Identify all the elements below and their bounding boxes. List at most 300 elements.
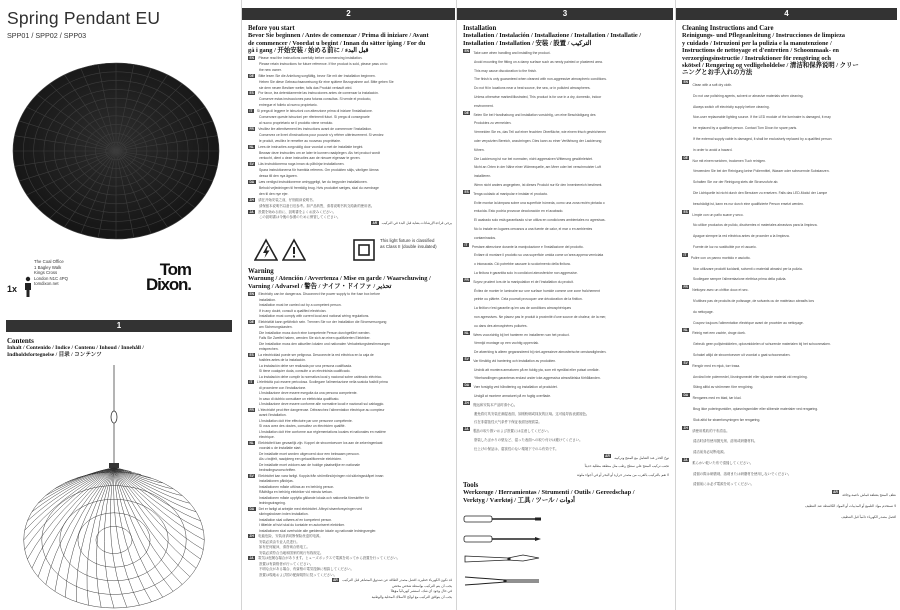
- instruction-text: enlucida. Esto podría provocar decoloración en el acabado.: [474, 209, 564, 214]
- instruction-line: [463, 287, 669, 296]
- language-code-badge: IT: [249, 380, 253, 384]
- instruction-text: Produktes zu vermeiden.: [474, 121, 512, 126]
- instruction-text: 電気は危険な場合があります。ヒューズボックスで電源を切ってから設置を行ってください。: [258, 556, 401, 560]
- instruction-line: [682, 199, 896, 210]
- instruction-text: in order to avoid a hazard.: [693, 147, 733, 152]
- spring-petal: [38, 468, 114, 577]
- instruction-text: قد تكون الكهرباء خطيرة. افصل مصدر الطاقة عن صندوق المصاهر قبل التركيب: [342, 578, 452, 582]
- instruction-text: N'utilisez pas de produits de polissage, de solvants ou de matériaux abrasifs lors: [693, 298, 815, 303]
- cleaning-text: [682, 80, 896, 523]
- instruction-text: 設置は有資格者が行ってください。: [259, 561, 314, 566]
- instruction-line: [463, 199, 669, 208]
- heading-line: de commencer / Voordat u begint / Innan du sätter igång / For du: [248, 39, 426, 47]
- language-code-badge: SV: [249, 162, 254, 167]
- instruction-text: Bitte lesen Sie die Anleitung sorgfältig, bevor Sie mit der Installation beginnen.: [258, 73, 376, 78]
- instruction-text: Als u twijfelt, raadpleeg een gekwalificeerde elektricien.: [259, 457, 342, 461]
- instruction-text: Seien Sie bei Handhabung und Installation vorsichtig, um eine Beschädigung des: [473, 112, 596, 117]
- instruction-text: Spara instruktionerna för framtida referens. Om produkten säljs, vänligen lämna: [259, 168, 379, 173]
- instruction-line: [463, 190, 669, 199]
- instruction-line: [682, 307, 896, 318]
- instruction-line: [463, 49, 669, 58]
- instruction-text: Installationen måste utföras av en behörig person.: [259, 484, 335, 489]
- instruction-line: [682, 220, 896, 231]
- logo-line: Dixon.: [146, 275, 191, 294]
- spring-petal: [114, 468, 196, 568]
- instruction-text: 塗装したばかりの壁など、湿った表面への取り付けは避けてください。: [474, 438, 583, 443]
- instruction-line: [463, 102, 669, 111]
- instruction-line: [682, 242, 896, 253]
- instruction-line: [682, 328, 896, 339]
- instruction-text: Scollegare sempre l'alimentazione elettrica prima della pulizia.: [693, 277, 787, 282]
- electric-hazard-icon: [254, 238, 278, 262]
- instruction-text: Læs venligst instruktionerne omhyggeligt, før du begynder installationen.: [258, 180, 368, 185]
- instruction-text: Conserve estas instrucciones para futuras consultas. Si vende el producto,: [259, 97, 372, 102]
- instruction-line: [463, 251, 669, 260]
- instruction-text: führen.: [474, 147, 485, 152]
- language-code-badge: ZH: [683, 425, 688, 430]
- address-line: tomdixon.net: [34, 281, 59, 287]
- instruction-line: [682, 339, 896, 350]
- heading-line: Tools: [463, 482, 479, 489]
- instruction-text: Rådfråga en behörig elektriker vid minsta tvekan.: [259, 490, 333, 494]
- read-manual-icon: [282, 238, 306, 262]
- language-code-badge: JA: [464, 427, 469, 432]
- instruction-text: 清洁前务必切断电源。: [693, 450, 727, 455]
- instruction-text: al nuovo proprietario se il prodotto viene venduto.: [259, 120, 334, 125]
- instruction-line: [682, 296, 896, 307]
- instruction-text: électrique.: [259, 435, 275, 439]
- instruction-line: [463, 137, 669, 146]
- section-number-bar: 4: [676, 8, 897, 20]
- instruction-line: [463, 445, 669, 454]
- instruction-text: يجب أن يتم التركيب بواسطة شخص مختص: [391, 583, 452, 588]
- column-installation: [456, 0, 673, 610]
- language-code-badge: ES: [249, 91, 254, 96]
- instruction-text: 仕上げの保証は、腐食性のない環境下でのみ有効です。: [474, 446, 559, 451]
- heading-line: y cuidado / Istruzioni per la pulizia e la manutenzione /: [682, 39, 832, 47]
- instruction-text: La electricidad puede ser peligrosa. Desconecte la red eléctrica en la caja de: [258, 352, 374, 357]
- instruction-line: [463, 410, 669, 419]
- language-code-badge: ES: [464, 189, 469, 194]
- instruction-text: Veuillez lire attentivement les instructions avant de commencer l'installation.: [258, 126, 372, 131]
- heading-line: Cleaning Instructions and Care: [682, 25, 774, 32]
- language-code-badge: JA: [249, 209, 254, 214]
- language-code-badge: JA: [249, 556, 254, 560]
- instruction-text: この説明書は今後の参照のために保管してください。: [259, 215, 341, 220]
- instruction-text: entregue el folleto al nuevo propietario.: [259, 103, 318, 108]
- instruction-line: [682, 458, 896, 469]
- instruction-text: bedradingsvoorschriften.: [259, 468, 297, 472]
- instruction-line: [682, 382, 896, 393]
- logo-line: Tom: [159, 260, 191, 279]
- instruction-text: Do not fit in locations near a heat source, the sea, or in polluted atmospheres.: [474, 86, 591, 91]
- instruction-text: 安装必须由专业人员进行。: [259, 539, 300, 544]
- instruction-text: يجب أن يتوافق التركيب مع لوائح الأسلاك المحلية والوطنية: [371, 594, 452, 599]
- spring-petal: [104, 468, 114, 608]
- instruction-text: La instalación debe cumplir la normativa local y nacional sobre cableado eléctrico.: [259, 374, 383, 379]
- instruction-line: [463, 295, 669, 304]
- wire-stripper-icon: [463, 552, 543, 566]
- instruction-line: [682, 426, 896, 437]
- instruction-text: Vær forsigtig ved håndtering og installation af produktet.: [473, 385, 558, 390]
- instruction-text: entsprechen.: [259, 347, 279, 351]
- instruction-line: [682, 447, 896, 458]
- instruction-text: Installation must be carried out by a competent person.: [259, 303, 342, 307]
- instruction-text: Undvik att montera armaturen på en fuktig yta, som ett nymålat eller putsat område.: [474, 367, 600, 372]
- instruction-line: [463, 418, 669, 427]
- instruction-text: 请保留本说明书以备日后参考。如产品转售，请将说明书转交给新的使用者。: [259, 203, 375, 208]
- instruction-text: 製品の取り扱いおよび設置には注意してください。: [473, 429, 552, 434]
- instruction-text: o intonacata. Ciò potrebbe causare lo scolorimento della finitura.: [474, 262, 571, 267]
- instruction-text: If the external supply cable is damaged, it shall be exclusively replaced by a qualified person: [693, 136, 832, 141]
- language-code-badge: EN: [249, 56, 254, 60]
- instruction-text: Avoid mounting the fitting on a damp surface such as newly painted or plastered area.: [474, 59, 603, 64]
- instruction-text: Installationen måste uppfylla gällande lokala och nationella föreskrifter för: [259, 495, 370, 500]
- instruction-text: Conservare queste istruzioni per riferimenti futuri. Si prega di consegnarle: [259, 115, 370, 120]
- language-code-badge: IT: [464, 242, 468, 247]
- instruction-text: Limpie con un paño suave y seco.: [692, 212, 744, 217]
- instruction-text: Pulire con un panno morbido e asciutto.: [690, 255, 751, 260]
- section-number-bar: 3: [457, 8, 673, 20]
- instruction-line: [463, 278, 669, 287]
- instruction-line: [463, 181, 669, 190]
- cleaning-heading: [682, 25, 896, 77]
- instruction-text: oder verputzten Bereich, anzubringen. Dies kann zu einer Verfärbung der Lackierung: [474, 138, 602, 143]
- instruction-text: Die Lichtquelle ist nicht durch den Benutzer zu ersetzen. Falls das LED-Modul der Lampe: [693, 190, 828, 195]
- spring-ring: [78, 513, 150, 567]
- instruction-text: Clean with a soft dry cloth.: [692, 83, 733, 87]
- instruction-text: 清掃の際は研磨剤、溶剤または研磨材を使用しないでください。: [693, 471, 792, 476]
- spring-petal: [114, 468, 190, 577]
- instruction-text: Please read the instructions carefully before commencing installation.: [258, 56, 363, 60]
- instruction-text: Vermeiden Sie es, das Teil auf einer feuchten Oberfläche, wie einem frisch gestrichenen: [474, 130, 607, 135]
- instruction-line: [463, 225, 669, 234]
- instruction-line: [682, 490, 896, 501]
- heading-line: Before you start: [248, 25, 295, 32]
- instruction-text: installieren.: [474, 174, 492, 179]
- warning-text: [248, 292, 452, 600]
- instruction-text: De installatie moet voldoen aan de huidige plaatselijke en nationale: [259, 462, 361, 467]
- instruction-text: 避免将灯具安装在潮湿表面，如刚粉刷或抹灰的区域。这可能导致表面褪色。: [474, 411, 590, 416]
- cover-page: [0, 0, 238, 610]
- instruction-text: Évitez de monter le luminaire sur une surface humide comme une zone fraîchement: [474, 288, 600, 293]
- spring-petal: [76, 468, 114, 602]
- instruction-line: [463, 383, 669, 392]
- instruction-text: Fuente de luz no sustituible por el usuario.: [693, 244, 757, 249]
- language-code-badge: SV: [249, 473, 254, 478]
- instruction-text: La finition n'est garantie qu'en cas de conditions atmosphériques: [474, 306, 572, 311]
- instruction-text: L'installation doit être conforme aux réglementations locales et nationales en matière: [259, 429, 386, 434]
- instruction-line: [682, 404, 896, 415]
- spring-ring: [24, 472, 205, 608]
- instruction-text: Die Installation muss durch eine kompetente Person durchgeführt werden.: [259, 330, 371, 335]
- class-ii-line: This light fixture is classified: [380, 238, 435, 243]
- spring-petal: [55, 468, 114, 591]
- company-address: [34, 259, 68, 287]
- instruction-text: 请使用柔软的干布清洁。: [692, 428, 730, 433]
- contents-heading: [7, 338, 207, 359]
- tools-heading: [463, 482, 669, 504]
- instruction-text: Gebruik geen polijstmiddelen, oplosmiddelen of schurende materialen bij het schoonmaken.: [693, 342, 831, 347]
- heading-line: skötsel / Rengøring og vedligeholdelse / 清洁和保养说明 / クリー: [682, 62, 859, 70]
- instruction-text: Die Installation muss den aktuellen lokalen und nationalen Verkabelungsbestimmungen: [259, 341, 391, 346]
- spring-pendant-product-illustration: [15, 365, 225, 610]
- language-code-badge: JA: [683, 457, 688, 462]
- instruction-text: 如有任何疑问，请咨询合格电工。: [259, 545, 310, 549]
- language-code-badge: ZH: [464, 400, 469, 405]
- instruction-text: لا تقم بالتركيب بالقرب من مصدر حرارة أو البحر أو في أجواء ملوثة: [576, 473, 669, 478]
- instruction-line: [682, 134, 896, 145]
- instruction-text: avant l'installation.: [259, 413, 287, 417]
- language-code-badge: ES: [249, 352, 254, 357]
- instruction-text: L'installazione deve essere conforme alle normative locali e nazionali sul cablaggio.: [259, 402, 385, 406]
- instruction-text: peinte ou plâtrée. Cela pourrait provoquer une décoloration de la finition.: [474, 297, 583, 302]
- spring-petal: [114, 468, 163, 597]
- person-scale-icon: [22, 276, 34, 298]
- instruction-text: تجنب تركيب المنتج على سطح رطب مثل منطقة مطلية حديثاً: [584, 464, 669, 469]
- instruction-line: [463, 462, 669, 471]
- instruction-text: Nicht an Orten in der Nähe einer Wärmequelle, am Meer oder bei verschmutzter Luft: [474, 165, 602, 170]
- instruction-text: 設置は現地および国の配線規則に従ってください。: [259, 572, 337, 577]
- instruction-text: Si prega di leggere le istruzioni con attenzione prima di iniziare l'installazione.: [256, 109, 373, 114]
- instruction-line: [463, 119, 669, 128]
- language-code-badge: IT: [683, 252, 687, 257]
- instruction-line: [463, 471, 669, 480]
- instruction-text: Si tiene cualquier duda, consulte a un electricista cualificado.: [259, 369, 351, 373]
- instruction-text: L'électricité peut être dangereuse. Débranchez l'alimentation électrique au compteur: [258, 407, 385, 412]
- instruction-line: [682, 393, 896, 404]
- instruction-text: Evitare di montare il prodotto su una superficie umida come un'area appena verniciata: [474, 253, 604, 258]
- instruction-line: [463, 207, 669, 216]
- language-code-badge: AR: [333, 578, 338, 582]
- contents-subtitle: Inhalt / Contenido / Indice / Contenu / Inhoud / Innehåll /: [7, 345, 144, 352]
- instruction-text: ledningsdragning.: [259, 501, 286, 505]
- instruction-text: 仅在非腐蚀性大气条件下保证表面处理质量。: [474, 420, 542, 425]
- instruction-line: [463, 304, 669, 313]
- language-code-badge: IT: [249, 109, 253, 114]
- instruction-line: [463, 313, 669, 322]
- instruction-line: [682, 318, 896, 329]
- language-code-badge: NL: [464, 330, 469, 335]
- instruction-text: Elektrizität kann gefährlich sein. Trennen Sie vor der Installation die Stromversorgung: [258, 319, 387, 324]
- section-number-bar: 1: [6, 320, 232, 332]
- screwdriver-phillips-icon: [463, 533, 543, 545]
- instruction-text: Var försiktig vid hantering och installation av produkten.: [473, 358, 557, 363]
- instruction-line: [463, 172, 669, 181]
- instruction-line: [463, 216, 669, 225]
- instruction-text: Elektriciteit kan gevaarlijk zijn. Koppel de stroomtoevoer los aan de zekeringenkast: [258, 440, 383, 445]
- instruction-text: توخ الحذر عند التعامل مع المنتج وتركيبه: [614, 455, 669, 460]
- contents-subtitle: Indholdsfortegnelse / 目录 / コンテンツ: [7, 352, 102, 358]
- instruction-text: افصل مصدر الكهرباء دائماً قبل التنظيف: [841, 514, 896, 519]
- heading-line: Werkzeuge / Herramientas / Strumenti / Outils / Gereedschap /: [463, 489, 635, 497]
- class-ii-double-insulated-icon: [352, 238, 376, 262]
- instruction-text: يرجى قراءة الإرشادات بعناية قبل البدء في التركيب: [381, 221, 452, 226]
- instruction-line: [463, 128, 669, 137]
- instruction-line: [682, 372, 896, 383]
- instruction-text: نظف المنتج بقطعة قماش ناعمة وجافة: [842, 493, 896, 498]
- instruction-text: non agressives. Ne placez pas le produit à proximité d'une source de chaleur, de la mer,: [474, 314, 607, 319]
- instruction-text: Reinig met een zachte, droge doek.: [692, 331, 746, 336]
- language-code-badge: EN: [249, 292, 254, 296]
- instruction-text: Nur mit einem weichen, trockenen Tuch reinigen.: [692, 158, 766, 163]
- instruction-text: Behold vejledningen til fremtidig brug. Hvis produktet sælges, skal du overdrage: [259, 185, 379, 190]
- instruction-text: am Sicherungskasten.: [259, 325, 293, 329]
- instruction-line: [463, 84, 669, 93]
- product-codes: SPP01 / SPP02 / SPP03: [7, 31, 87, 40]
- instruction-text: La finitura è garantita solo in condizioni atmosferiche non aggressive.: [474, 270, 578, 275]
- instruction-line: [463, 366, 669, 375]
- heading-line: Warning: [248, 268, 274, 275]
- instruction-line: [682, 231, 896, 242]
- language-code-badge: DA: [464, 383, 470, 388]
- instruction-text: Nettoyez avec un chiffon doux et sec.: [692, 288, 749, 293]
- instruction-text: Ytbehandlingen garanteras endast under icke-aggressiva atmosfäriska förhållanden.: [474, 376, 601, 381]
- instruction-text: Undgå at montere armaturet på en fugtig overflade.: [474, 394, 552, 399]
- instruction-line: [682, 285, 896, 296]
- language-code-badge: SV: [683, 360, 688, 365]
- instruction-text: Si vous avez des doutes, consultez un électricien qualifié.: [259, 424, 346, 428]
- instruction-text: Schakel altijd de stroomtoevoer uit voordat u gaat schoonmaken.: [693, 352, 791, 357]
- instruction-text: Stäng alltid av strömmen före rengöring.: [693, 385, 754, 390]
- instruction-text: Unless otherwise marked/illustrated, This product is for use in a dry, domestic, indoor: [474, 94, 602, 99]
- instruction-text: Vermijd montage op een vochtig oppervlak.: [474, 341, 540, 346]
- instruction-line: [463, 427, 669, 436]
- instruction-line: [682, 501, 896, 512]
- language-code-badge: DE: [249, 73, 254, 78]
- instruction-line: [463, 401, 669, 410]
- instruction-text: No lo instale en lugares cercanos a una fuente de calor, el mar o en ambientes: [474, 226, 593, 231]
- language-code-badge: ZH: [249, 534, 254, 538]
- instruction-text: Por favor, lea detenidamente las instrucciones antes de comenzar la instalación.: [258, 91, 379, 96]
- instruction-line: [463, 163, 669, 172]
- instruction-line: [463, 234, 669, 243]
- language-code-badge: DE: [683, 155, 688, 160]
- heading-line: Varning / Advarsel / 警告 / ナイフ・ドイファ / تحذير: [248, 282, 392, 290]
- instruction-text: Take care when handling and installing the product.: [473, 51, 551, 55]
- instruction-line: [682, 91, 896, 102]
- instruction-line: [682, 80, 896, 91]
- instruction-line: [682, 479, 896, 490]
- instruction-text: den til den nye ejer.: [259, 191, 289, 196]
- instruction-text: Wenn nicht anders angegeben, ist dieses Produkt nur für den Innenbereich bestimmt.: [474, 182, 603, 187]
- pliers-icon: [463, 574, 543, 588]
- instruction-text: sie dem neuen Besitzer weiter, falls das Produkt verkauft wird.: [259, 85, 353, 90]
- column-before-you-start: [241, 0, 455, 610]
- language-code-badge: ZH: [249, 197, 254, 202]
- language-code-badge: AR: [833, 490, 838, 495]
- instruction-text: No utilice productos de pulido, disolventes ni materiales abrasivos para la limpieza.: [693, 223, 818, 228]
- language-code-badge: ES: [683, 209, 688, 214]
- warning-symbols: [248, 236, 449, 266]
- instruction-text: 清掃前には必ず電源を切ってください。: [693, 482, 755, 487]
- instruction-text: L'elettricità può essere pericolosa. Scollegare l'alimentazione nella scatola fusibili prima: [256, 380, 388, 384]
- heading-line: Installation / Instalación / Installazione / Installation / Installatie /: [463, 32, 642, 40]
- instruction-line: [463, 339, 669, 348]
- heading-line: Instructions de nettoyage et d'entretien / Schoonmaak- en: [682, 47, 839, 55]
- instruction-text: Coupez toujours l'alimentation électrique avant de procéder au nettoyage.: [693, 320, 804, 325]
- instruction-text: Non-user replaceable lighting source. If the LED module of the luminaire is damaged, it may: [693, 115, 831, 120]
- instruction-text: Soyez prudent lors de la manipulation et de l'installation du produit.: [473, 279, 574, 284]
- instruction-line: [463, 374, 669, 383]
- product-title: Spring Pendant EU: [7, 8, 161, 28]
- instruction-text: De installatie moet worden uitgevoerd door een bekwaam persoon.: [259, 451, 360, 456]
- instruction-text: Verwenden Sie bei der Reinigung keine Poliermittel, Wasser oder scheuernde Substanzen.: [693, 169, 830, 174]
- instruction-text: في حال وجود أي شك، استشر كهربائياً مؤهلاً: [390, 589, 452, 593]
- instruction-line: [682, 112, 896, 123]
- address-line: The Coal Office: [34, 259, 64, 264]
- instruction-line: [463, 454, 669, 463]
- heading-line: Installation / Installation / 安装 / 設置 / التركيب: [463, 39, 592, 47]
- instruction-text: Wees voorzichtig bij het hanteren en installeren van het product.: [473, 332, 570, 337]
- instruction-text: In caso di dubbio consultare un elettricista qualificato.: [259, 396, 340, 401]
- instruction-text: Installationen skal overholde alle gældende lokale og nationale ledningsregler.: [259, 528, 377, 533]
- instruction-text: La instalación debe ser realizada por una persona cualificada.: [259, 363, 353, 368]
- instruction-line: [682, 253, 896, 264]
- heading-line: Warnung / Atención / Avvertenza / Mise en garde / Waarschuwing /: [248, 275, 431, 283]
- instruction-line: [682, 166, 896, 177]
- instruction-text: Electricity can be dangerous. Disconnect the power supply to the fuse box before: [258, 292, 381, 296]
- language-code-badge: DE: [249, 319, 254, 324]
- instruction-text: Schalten Sie vor der Reinigung stets die Stromzufuhr ab.: [693, 180, 779, 185]
- instruction-text: Prestare attenzione durante la manipolazione e l'installazione del prodotto.: [471, 244, 584, 249]
- instruction-text: environment.: [474, 103, 494, 108]
- instruction-line: [463, 93, 669, 102]
- instruction-text: be replaced by a qualified person. Contact Tom Dixon for spare parts.: [693, 126, 798, 131]
- instruction-text: 清洁时请勿使用抛光剂、溶剂或研磨材料。: [693, 439, 758, 444]
- instruction-text: 搬运和安装本产品时请小心。: [473, 402, 518, 407]
- instruction-line: [463, 67, 669, 76]
- instruction-text: fusibles antes de la instalación.: [259, 358, 306, 362]
- instruction-text: This may cause discoloration to the finish.: [474, 68, 537, 73]
- instruction-text: Brug ikke poleringsmidler, opløsningsmidler eller slibende materialer ved rengøring.: [693, 406, 819, 411]
- instruction-text: installation.: [259, 297, 276, 302]
- instruction-line: [682, 188, 896, 199]
- instruction-text: du nettoyage.: [693, 309, 714, 314]
- installation-text: [463, 49, 669, 480]
- instruction-line: [463, 146, 669, 155]
- instruction-line: [463, 243, 669, 252]
- class-ii-line: as Class II (double insulated): [380, 243, 437, 249]
- instruction-line: [682, 210, 896, 221]
- class-ii-text: [380, 238, 437, 249]
- spring-ring: [96, 526, 132, 553]
- instruction-text: Falls Sie Zweifel haben, wenden Sie sich an einen qualifizierten Elektriker.: [259, 336, 371, 340]
- language-code-badge: FR: [249, 407, 254, 412]
- column-cleaning: [675, 0, 900, 610]
- instruction-line: [463, 392, 669, 401]
- instruction-line: [682, 123, 896, 134]
- instruction-text: Installation skal udføres af en kompetent person.: [259, 517, 333, 522]
- instruction-text: De afwerking is alleen gegarandeerd bij niet-agressieve atmosferische omstandigheden.: [474, 350, 607, 355]
- instruction-text: 柔らかい乾いた布で清掃してください。: [692, 460, 754, 465]
- instruction-text: dessa till den nya ägaren.: [259, 174, 298, 179]
- instruction-text: The finish is only guaranteed when cleaned with non-aggressive atmospheric conditions.: [474, 77, 607, 82]
- instruction-text: Bewaar deze instructies om ze later te kunnen raadplegen. Als het product wordt: [259, 150, 381, 155]
- instruction-line: [682, 469, 896, 480]
- instruction-line: [463, 357, 669, 366]
- instruction-line: [682, 102, 896, 113]
- instruction-line: [682, 177, 896, 188]
- instruction-line: [463, 269, 669, 278]
- heading-line: Bevor Sie beginnen / Antes de comenzar / Prima di iniziare / Avant: [248, 32, 429, 40]
- language-code-badge: NL: [249, 440, 254, 445]
- instruction-text: Heben Sie diese Gebrauchsanweisung für eine spätere Bezugnahme auf. Bitte geben Sie: [259, 79, 394, 84]
- heading-line: verzorgingsinstructie / Instruktioner för rengöring och: [682, 54, 831, 62]
- instruction-text: Always switch off electricity supply before cleaning.: [693, 104, 770, 109]
- instruction-text: Conservez ce livret d'instructions pour pouvoir s'y référer ultérieurement. Si vendez: [259, 132, 384, 137]
- instruction-text: Do not use polishing agents, solvent or abrasive materials when cleaning.: [693, 93, 804, 98]
